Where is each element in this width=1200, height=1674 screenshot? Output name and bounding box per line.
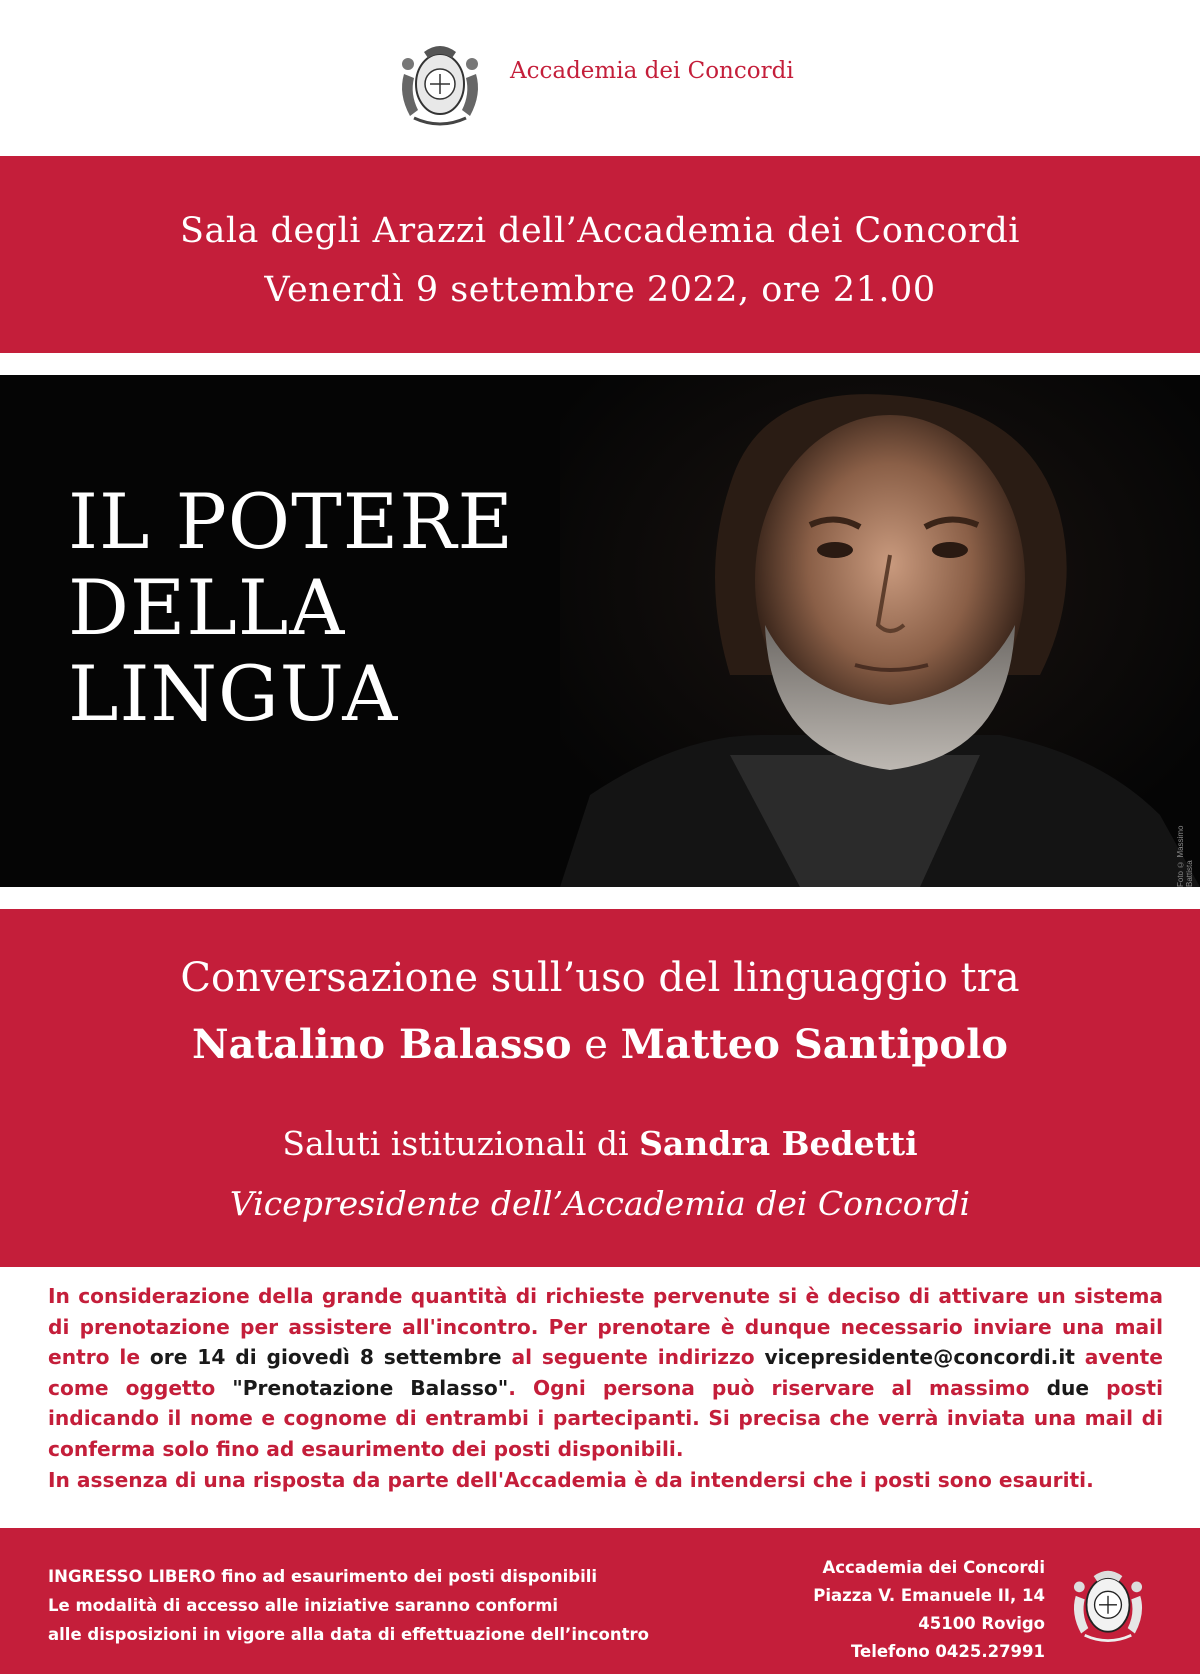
booking-email: vicepresidente@concordi.it xyxy=(764,1345,1075,1370)
academy-crest-icon xyxy=(394,34,486,130)
title-line-1: IL POTERE xyxy=(68,477,514,566)
footer xyxy=(0,1528,1200,1674)
header xyxy=(0,0,1200,156)
notice-text-1: In considerazione della grande quantità di richieste pervenute si è deciso di attivare un sistema di prenotazione per assistere all'incontro. Per prenotare è dunque necessario inviare una mail entro le xyxy=(48,1284,1163,1370)
academy-address xyxy=(813,1554,1045,1666)
greeting-prefix: Saluti istituzionali di xyxy=(282,1124,640,1163)
notice-text-4: . Ogni persona può riservare al massimo xyxy=(508,1375,1047,1400)
notice-text-3: avente come oggetto xyxy=(48,1345,1163,1400)
speaker-2: Matteo Santipolo xyxy=(620,1021,1008,1068)
notice-text-5: posti indicando il nome e cognome di entrambi i partecipanti. Si precisa che verrà inviata una mail di conferma solo fino ad esaurimento dei posti disponibili. xyxy=(48,1375,1163,1461)
access-line-2: alle disposizioni in vigore alla data di effettuazione dell’incontro xyxy=(48,1625,649,1644)
greeting-name: Sandra Bedetti xyxy=(639,1124,918,1163)
address-phone: Telefono 0425.27991 xyxy=(850,1642,1045,1661)
conversation-intro: Conversazione sull’uso del linguaggio tra xyxy=(180,955,1020,1001)
hero-band xyxy=(0,375,1200,887)
notice-text-2: al seguente indirizzo xyxy=(501,1345,765,1370)
title-line-2: DELLA xyxy=(68,563,346,652)
booking-seat-limit: due xyxy=(1046,1375,1090,1400)
academy-crest-icon xyxy=(1066,1560,1150,1646)
speaker-conjunction: e xyxy=(571,1022,621,1068)
academy-name: Accademia dei Concordi xyxy=(510,58,794,84)
notice-text-6: In assenza di una risposta da parte dell'Accademia è da intendersi che i posti sono esauriti. xyxy=(48,1467,1094,1492)
address-street: Piazza V. Emanuele II, 14 xyxy=(813,1586,1045,1605)
access-info xyxy=(48,1562,649,1649)
event-title xyxy=(68,479,514,737)
greeting-role: Vicepresidente dell’Accademia dei Concordi xyxy=(229,1184,971,1223)
free-entry-rest: fino ad esaurimento dei posti disponibili xyxy=(215,1567,598,1586)
portrait-photo xyxy=(560,375,1200,887)
address-name: Accademia dei Concordi xyxy=(822,1558,1045,1577)
event-info-band xyxy=(0,156,1200,353)
event-datetime: Venerdì 9 settembre 2022, ore 21.00 xyxy=(264,270,936,310)
booking-subject: "Prenotazione Balasso" xyxy=(232,1375,509,1400)
booking-deadline: ore 14 di giovedì 8 settembre xyxy=(149,1345,502,1370)
free-entry-line xyxy=(48,1562,649,1591)
event-venue: Sala degli Arazzi dell’Accademia dei Concordi xyxy=(180,211,1020,251)
photo-credit: Foto © Massimo Battista xyxy=(1176,825,1194,887)
speakers xyxy=(0,1021,1200,1068)
greeting xyxy=(0,1124,1200,1163)
address-city: 45100 Rovigo xyxy=(918,1614,1045,1633)
booking-notice xyxy=(48,1281,1163,1495)
speaker-1: Natalino Balasso xyxy=(192,1021,572,1068)
title-line-3: LINGUA xyxy=(68,649,399,738)
access-line-1: Le modalità di accesso alle iniziative saranno conformi xyxy=(48,1596,559,1615)
conversation-band xyxy=(0,909,1200,1267)
free-entry-caps: INGRESSO LIBERO xyxy=(48,1567,216,1586)
